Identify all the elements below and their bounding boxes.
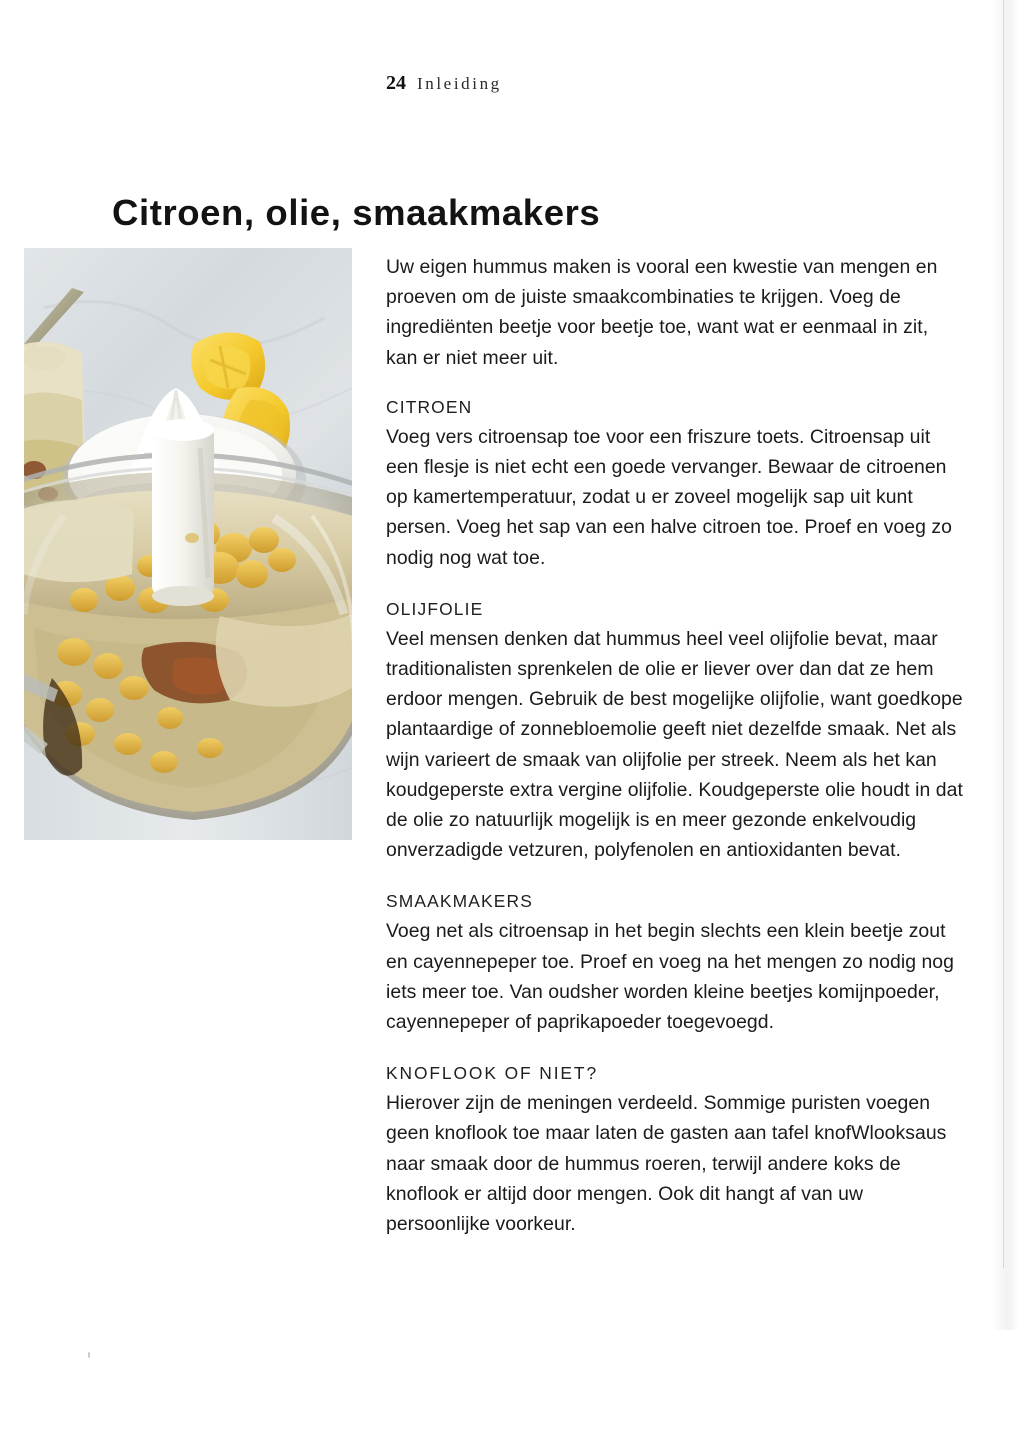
intro-paragraph: Uw eigen hummus maken is vooral een kwestie van mengen en proeven om de juiste smaakcombinaties te krijgen. Voeg de ingrediënten beetje voor beetje toe, want wat er eenmaal in zit, kan er niet meer uit. (386, 256, 938, 369)
page-number: 24 (386, 72, 406, 94)
section-smaakmakers (386, 887, 964, 1037)
running-head-section: Inleiding (417, 74, 502, 93)
intro-block (386, 252, 964, 373)
section-citroen (386, 393, 964, 573)
article-text-column (386, 252, 964, 1261)
page-speck (88, 1352, 90, 1358)
page-title: Citroen, olie, smaakmakers (112, 192, 601, 234)
page-edge-line (1003, 0, 1004, 1268)
section-heading-olijfolie: OLIJFOLIE (386, 598, 484, 619)
section-heading-citroen: CITROEN (386, 396, 473, 417)
section-body-olijfolie: Veel mensen denken dat hummus heel veel olijfolie bevat, maar traditionalisten sprenkelen de olie er liever over dan dat ze hem erdoor mengen. Gebruik de best mogelijke olijfolie, want goedkope plantaardige of zonnebloemolie geeft niet dezelfde smaak. Net als wijn varieert de smaak van olijfolie per streek. Neem als het kan koudgeperste extra vergine olijfolie. Koudgeperste olie houdt in dat de olie zo natuurlijk mogelijk is en meer gezonde enkelvoudig onverzadigde vetzuren, polyfenolen en antioxidanten bevat. (386, 627, 963, 862)
section-knoflook (386, 1059, 964, 1239)
running-head (386, 72, 502, 95)
section-heading-smaakmakers: SMAAKMAKERS (386, 891, 533, 912)
section-body-knoflook: Hierover zijn de meningen verdeeld. Sommige puristen voegen geen knoflook toe maar laten de gasten aan tafel knofWlooksaus naar smaak door de hummus roeren, terwijl andere koks de knoflook er altijd door mengen. Ook dit hangt af van uw persoonlijke voorkeur. (386, 1092, 947, 1236)
section-heading-knoflook: KNOFLOOK OF NIET? (386, 1063, 599, 1084)
hummus-food-processor-photo (24, 248, 352, 840)
section-body-smaakmakers: Voeg net als citroensap in het begin slechts een klein beetje zout en cayennepeper toe. Proef en voeg na het mengen zo nodig nog iets meer toe. Van oudsher worden kleine beetjes komijnpoeder, cayennepeper of paprikapoeder toegevoegd. (386, 920, 954, 1034)
section-body-citroen: Voeg vers citroensap toe voor een friszure toets. Citroensap uit een flesje is niet echt een goede vervanger. Bewaar de citroenen op kamertemperatuur, zodat u er zoveel mogelijk sap uit kunt persen. Voeg het sap van een halve citroen toe. Proef en voeg zo nodig nog wat toe. (386, 425, 952, 569)
page-edge-shadow (992, 0, 1018, 1330)
section-olijfolie (386, 595, 964, 866)
